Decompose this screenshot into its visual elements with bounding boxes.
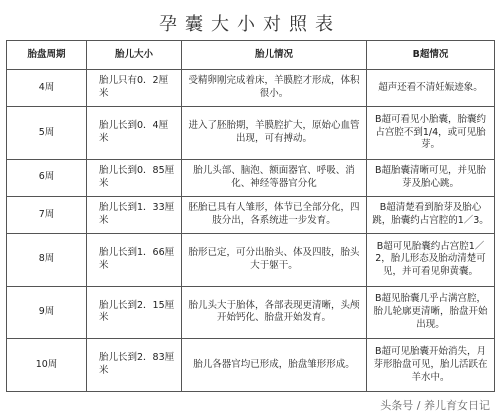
cell-fetal: 胎儿各器官均已形成，胎盘雏形形成。 (182, 339, 367, 392)
cell-size: 胎儿长到0．85厘米 (87, 159, 182, 196)
cell-bscan: 超声还看不清妊娠迹象。 (367, 70, 495, 107)
cell-size: 胎儿长到2．83厘米 (87, 339, 182, 392)
cell-week: 6周 (7, 159, 87, 196)
header-bscan: B超情况 (367, 41, 495, 70)
table-row (7, 70, 495, 107)
table-row (7, 339, 495, 392)
header-size: 胎儿大小 (87, 41, 182, 70)
header-fetal: 胎儿情况 (182, 41, 367, 70)
cell-bscan: B超见胎囊几乎占满宫腔，胎儿轮廓更清晰，胎盘开始出现。 (367, 286, 495, 339)
cell-size: 胎儿长到1．33厘米 (87, 196, 182, 233)
comparison-table (6, 40, 495, 392)
cell-week: 10周 (7, 339, 87, 392)
table-header-row (7, 41, 495, 70)
watermark: 头条号 / 养儿育女日记 (380, 399, 490, 412)
cell-fetal: 胎形已定，可分出胎头、体及四肢，胎头大于躯干。 (182, 233, 367, 286)
cell-week: 7周 (7, 196, 87, 233)
table-row (7, 159, 495, 196)
cell-bscan: B超清楚看到胎芽及胎心跳，胎囊约占宫腔的1／3。 (367, 196, 495, 233)
cell-size: 胎儿只有0．2厘米 (87, 70, 182, 107)
header-week: 胎盘周期 (7, 41, 87, 70)
cell-bscan: B超可见胎囊开始消失，月芽形胎盘可见，胎儿活跃在羊水中。 (367, 339, 495, 392)
cell-fetal: 受精卵刚完成着床，羊膜腔才形成，体积很小。 (182, 70, 367, 107)
cell-size: 胎儿长到0．4厘米 (87, 107, 182, 160)
cell-week: 5周 (7, 107, 87, 160)
table-row (7, 233, 495, 286)
cell-fetal: 胎儿头大于胎体，各部表现更清晰，头颅开始钙化、胎盘开始发育。 (182, 286, 367, 339)
cell-week: 8周 (7, 233, 87, 286)
cell-fetal: 胎儿头部、脑泡、额面器官、呼吸、消化、神经等器官分化 (182, 159, 367, 196)
cell-size: 胎儿长到1．66厘米 (87, 233, 182, 286)
cell-week: 9周 (7, 286, 87, 339)
page-title: 孕囊大小对照表 (159, 14, 341, 35)
cell-bscan: B超可见胎囊约占宫腔1／2，胎儿形态及胎动清楚可见，并可看见卵黄囊。 (367, 233, 495, 286)
cell-week: 4周 (7, 70, 87, 107)
cell-bscan: B超可看见小胎囊，胎囊约占宫腔不到1/4，或可见胎芽。 (367, 107, 495, 160)
cell-fetal: 胚胎已具有人雏形，体节已全部分化，四肢分出，各系统进一步发育。 (182, 196, 367, 233)
table-row (7, 286, 495, 339)
cell-fetal: 进入了胚胎期，羊膜腔扩大，原始心血管出现，可有搏动。 (182, 107, 367, 160)
table-row (7, 196, 495, 233)
cell-size: 胎儿长到2．15厘米 (87, 286, 182, 339)
table-row (7, 107, 495, 160)
cell-bscan: B超胎囊清晰可见，并见胎芽及胎心跳。 (367, 159, 495, 196)
